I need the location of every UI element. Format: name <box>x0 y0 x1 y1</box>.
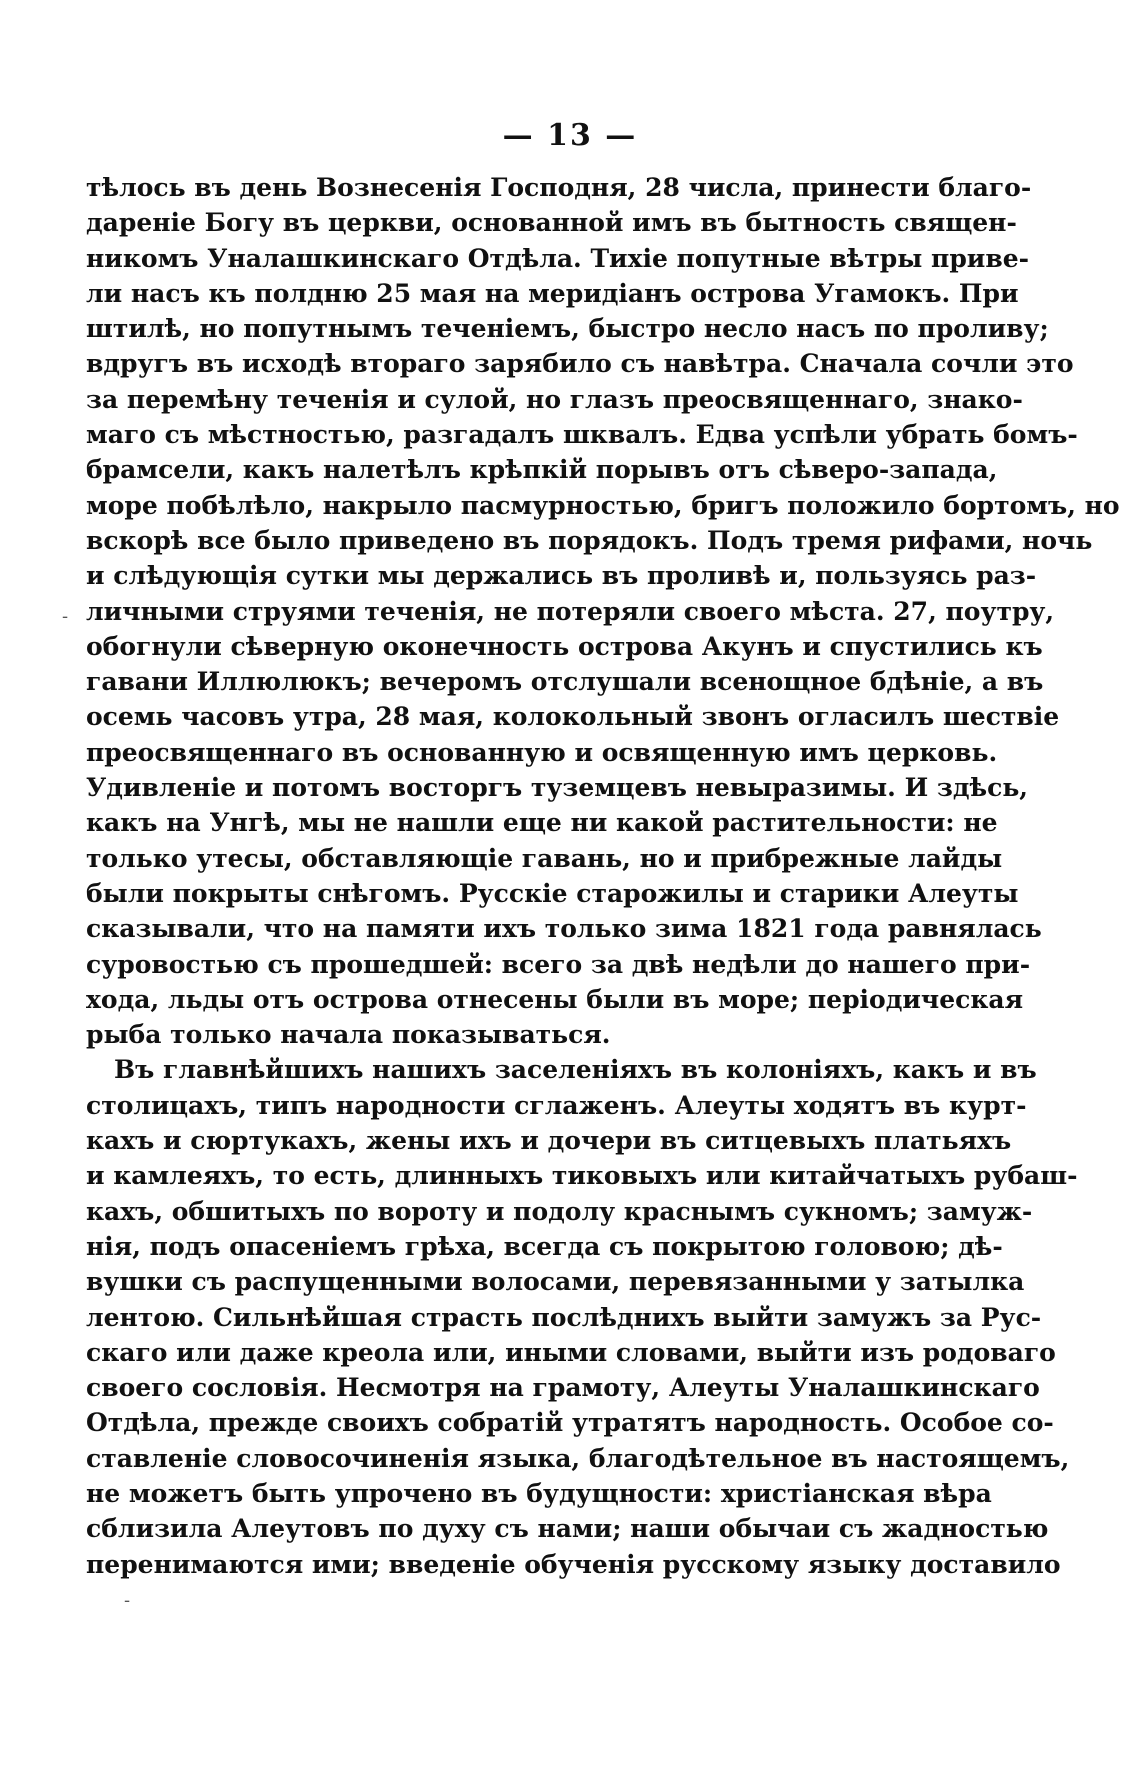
text-line: ли насъ къ полдню 25 мая на меридіанъ острова Угамокъ. При <box>86 278 1019 308</box>
text-line: гавани Иллюлюкъ; вечеромъ отслушали всенощное бдѣніе, а въ <box>86 667 1044 697</box>
bottom-mark: ‑ <box>124 1590 131 1611</box>
text-line: Въ главнѣйшихъ нашихъ заселеніяхъ въ колоніяхъ, какъ и въ <box>114 1055 1037 1085</box>
text-line: маго съ мѣстностью, разгадалъ шквалъ. Едва успѣли убрать бомъ- <box>86 420 1078 450</box>
body-text <box>86 170 1120 1582</box>
text-line: осемь часовъ утра, 28 мая, колокольный звонъ огласилъ шествіе <box>86 702 1060 732</box>
text-line: обогнули сѣверную оконечность острова Акунъ и спустились къ <box>86 631 1043 661</box>
text-line: рыба только начала показываться. <box>86 1020 611 1050</box>
text-line: столицахъ, типъ народности сглаженъ. Алеуты ходятъ въ курт- <box>86 1090 1027 1120</box>
text-line: штилѣ, но попутнымъ теченіемъ, быстро несло насъ по проливу; <box>86 314 1049 344</box>
text-line: были покрыты снѣгомъ. Русскіе старожилы и старики Алеуты <box>86 878 1019 908</box>
text-line: сблизила Алеутовъ по духу съ нами; наши обычаи съ жадностью <box>86 1514 1049 1544</box>
text-line: хода, льды отъ острова отнесены были въ море; періодическая <box>86 984 1024 1014</box>
text-line: за перемѣну теченія и сулой, но глазъ преосвященнаго, знако- <box>86 384 1023 414</box>
text-line: ставленіе словосочиненія языка, благодѣтельное въ настоящемъ, <box>86 1443 1070 1473</box>
text-line: и слѣдующія сутки мы держались въ проливѣ и, пользуясь раз- <box>86 561 1037 591</box>
text-line: кахъ и сюртукахъ, жены ихъ и дочери въ ситцевыхъ платьяхъ <box>86 1126 1012 1156</box>
text-line: вдругъ въ исходѣ втораго зарябило съ навѣтра. Сначала сочли это <box>86 349 1074 379</box>
text-line: суровостью съ прошедшей: всего за двѣ недѣли до нашего при- <box>86 949 1031 979</box>
text-line: скаго или даже креола или, иными словами, выйти изъ родоваго <box>86 1337 1056 1367</box>
text-line: своего сословія. Несмотря на грамоту, Алеуты Уналашкинскаго <box>86 1373 1040 1403</box>
text-line: море побѣлѣло, накрыло пасмурностью, бригъ положило бортомъ, но <box>86 490 1120 520</box>
text-line: не можетъ быть упрочено въ будущности: христіанская вѣра <box>86 1478 992 1508</box>
text-line: какъ на Унгѣ, мы не нашли еще ни какой растительности: не <box>86 808 998 838</box>
text-line: личными струями теченія, не потеряли своего мѣста. 27, поутру, <box>86 596 1055 626</box>
text-line: Удивленіе и потомъ восторгъ туземцевъ невыразимы. И здѣсь, <box>86 773 1029 803</box>
text-line: тѣлось въ день Вознесенія Господня, 28 числа, принести благо- <box>86 173 1032 202</box>
text-line: Отдѣла, прежде своихъ собратій утратятъ народность. Особое со- <box>86 1408 1054 1438</box>
text-line: кахъ, обшитыхъ по вороту и подолу краснымъ сукномъ; замуж- <box>86 1196 1033 1226</box>
text-line: и камлеяхъ, то есть, длинныхъ тиковыхъ или китайчатыхъ рубаш- <box>86 1161 1078 1191</box>
page-number: — 13 — <box>502 118 638 153</box>
margin-mark: - <box>62 606 69 627</box>
text-line: брамсели, какъ налетѣлъ крѣпкій порывъ отъ сѣверо-запада, <box>86 455 998 485</box>
text-line: перенимаются ими; введеніе обученія русскому языку доставило <box>86 1549 1061 1579</box>
text-line: сказывали, что на памяти ихъ только зима 1821 года равнялась <box>86 914 1042 944</box>
text-line: лентою. Сильнѣйшая страсть послѣднихъ выйти замужъ за Рус- <box>86 1302 1042 1332</box>
text-line: только утесы, обставляющіе гавань, но и прибрежные лайды <box>86 843 1003 873</box>
text-line: дареніе Богу въ церкви, основанной имъ въ бытность священ- <box>86 208 1017 238</box>
text-line: вушки съ распущенными волосами, перевязанными у затылка <box>86 1267 1025 1297</box>
text-line: нія, подъ опасеніемъ грѣха, всегда съ покрытою головою; дѣ- <box>86 1231 1003 1261</box>
text-line: вскорѣ все было приведено въ порядокъ. Подъ тремя рифами, ночь <box>86 525 1093 555</box>
text-line: никомъ Уналашкинскаго Отдѣла. Тихіе попутные вѣтры приве- <box>86 243 1030 273</box>
text-line: преосвященнаго въ основанную и освященную имъ церковь. <box>86 737 998 767</box>
